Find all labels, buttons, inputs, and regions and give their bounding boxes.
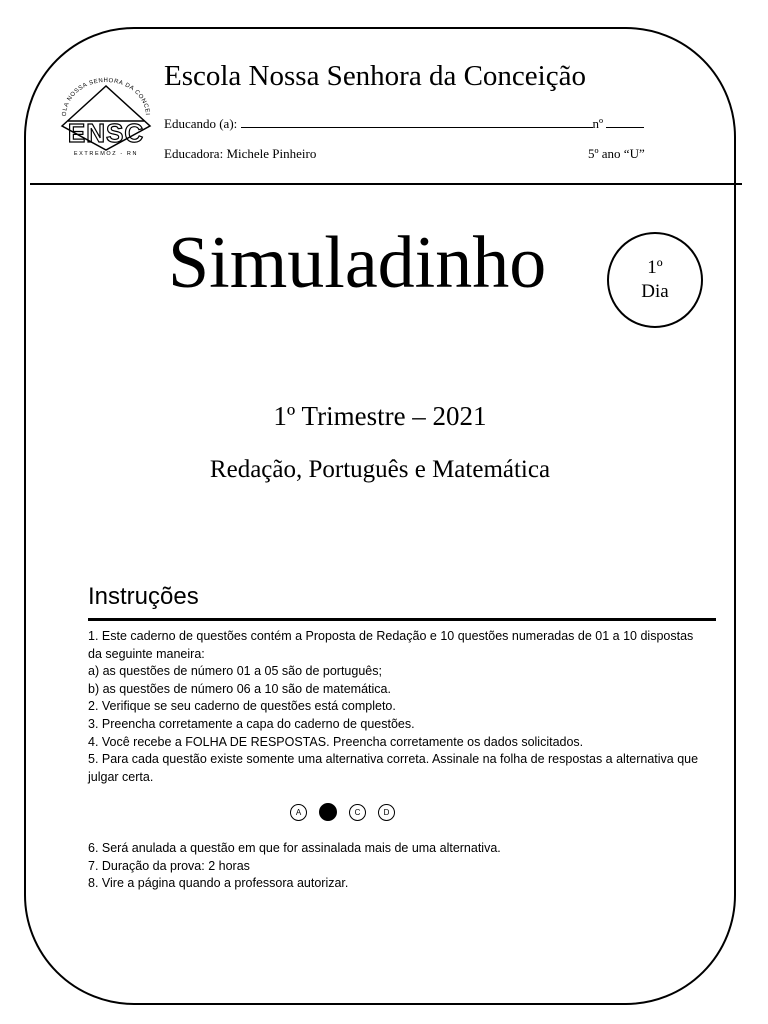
option-a-circle: A [290, 804, 307, 821]
instructions-title: Instruções [88, 583, 199, 610]
instruction-item: 8. Vire a página quando a professora autorizar. [88, 876, 349, 891]
grade-label: 5º ano “U” [588, 146, 645, 161]
svg-text:ESCOLA NOSSA SENHORA DA CONCEI [54, 74, 150, 116]
instruction-item: 1. Este caderno de questões contém a Proposta de Redação e 10 questões numeradas de 01 a 10 dispostas da seguinte maneira: [88, 629, 694, 661]
instructions-list-part2 [88, 840, 708, 893]
instruction-item: 3. Preencha corretamente a capa do caderno de questões. [88, 716, 415, 731]
answer-example [290, 802, 395, 822]
option-b-filled-circle [319, 803, 337, 821]
trimester-label: 1º Trimestre – 2021 [273, 401, 487, 431]
day-label: Dia [641, 281, 669, 302]
option-d-circle: D [378, 804, 395, 821]
day-number: 1º [647, 257, 663, 279]
instruction-item: 5. Para cada questão existe somente uma alternativa correta. Assinale na folha de respostas a alternativa que julgar certa. [88, 752, 699, 784]
number-label: nº [592, 116, 604, 131]
logo-initials: ENSC [67, 118, 145, 148]
student-line [164, 116, 644, 132]
school-logo [54, 74, 158, 168]
day-badge [607, 232, 703, 328]
student-name-field[interactable] [241, 116, 593, 128]
instructions-divider [88, 618, 716, 621]
instruction-item: 4. Você recebe a FOLHA DE RESPOSTAS. Preencha corretamente os dados solicitados. [88, 734, 584, 749]
page-title: Simuladinho [168, 222, 547, 304]
school-logo-icon [54, 74, 158, 154]
instruction-item: 2. Verifique se seu caderno de questões está completo. [88, 699, 396, 714]
instruction-item: 6. Será anulada a questão em que for assinalada mais de uma alternativa. [88, 841, 501, 855]
student-label: Educando (a): [164, 116, 238, 131]
instructions-list-part1 [88, 628, 708, 786]
logo-location-text: EXTREMOZ - RN [73, 151, 139, 157]
logo-arc-text: OLA NOSSA SENHORA DA CONCEI [61, 78, 151, 117]
header-divider [30, 183, 742, 185]
option-c-circle: C [349, 804, 366, 821]
subjects-label: Redação, Português e Matemática [209, 456, 551, 483]
student-number-field[interactable] [606, 116, 644, 128]
instruction-item: b) as questões de número 06 a 10 são de matemática. [88, 681, 391, 696]
instruction-item: a) as questões de número 01 a 05 são de português; [88, 664, 382, 679]
school-name: Escola Nossa Senhora da Conceição [164, 60, 586, 92]
instruction-item: 7. Duração da prova: 2 horas [88, 858, 250, 873]
teacher-name: Educadora: Michele Pinheiro [164, 146, 317, 161]
